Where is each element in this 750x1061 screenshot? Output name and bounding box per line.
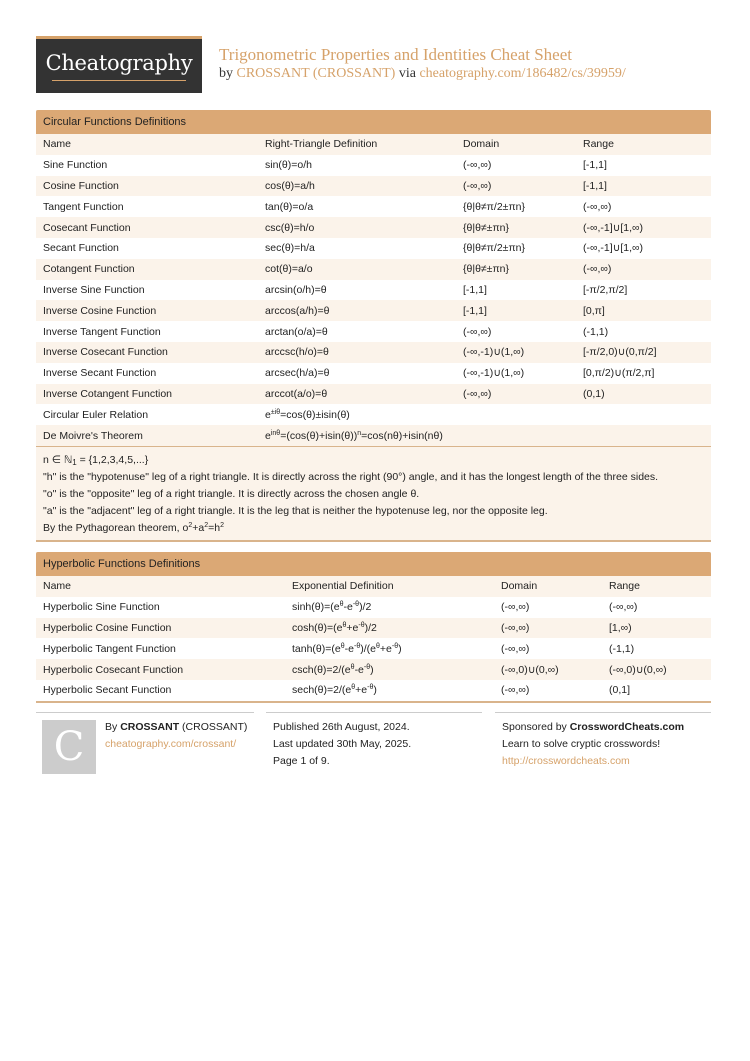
- footer-sponsor-prefix: Sponsored by: [502, 721, 570, 733]
- footer-divider: [36, 712, 254, 713]
- function-definition: [285, 618, 494, 639]
- hyperbolic-functions-table: [36, 576, 711, 701]
- note-pythagorean: [43, 520, 704, 537]
- cheatography-logo[interactable]: [36, 36, 202, 93]
- function-range: [-π/2,π/2]: [576, 280, 711, 301]
- table-row: [36, 238, 711, 259]
- function-domain: {θ|θ≠±πn}: [456, 259, 576, 280]
- column-header: Range: [576, 134, 711, 155]
- function-range: (-∞,-1]∪[1,∞): [576, 217, 711, 238]
- function-range: (0,1]: [602, 680, 711, 701]
- function-range: (-1,1): [602, 638, 711, 659]
- column-header: Exponential Definition: [285, 576, 494, 597]
- function-name: Cosine Function: [36, 176, 258, 197]
- function-definition: cos(θ)=a/h: [258, 176, 456, 197]
- function-domain: (-∞,0)∪(0,∞): [494, 659, 602, 680]
- column-header: Domain: [456, 134, 576, 155]
- function-definition: arcsec(h/a)=θ: [258, 363, 456, 384]
- function-range: (-∞,0)∪(0,∞): [602, 659, 711, 680]
- footer-updated: Last updated 30th May, 2025.: [273, 738, 412, 750]
- note-sup: 2: [220, 521, 225, 529]
- table-row: [36, 680, 711, 701]
- function-definition: arccsc(h/o)=θ: [258, 342, 456, 363]
- avatar-letter: C: [53, 724, 85, 770]
- note-adjacent: "a" is the "adjacent" leg of a right triangle. It is the leg that is neither the hypotenuse leg, nor the opposite leg.: [43, 504, 548, 517]
- table-row: [36, 176, 711, 197]
- formula-text: ): [373, 684, 377, 697]
- function-name: Inverse Tangent Function: [36, 321, 258, 342]
- formula-text: tanh(θ)=(e: [292, 642, 341, 655]
- function-name: Circular Euler Relation: [36, 404, 258, 425]
- author-avatar[interactable]: [42, 720, 96, 774]
- footer-divider: [495, 712, 711, 713]
- formula-text: e: [265, 429, 271, 442]
- function-domain: (-∞,∞): [494, 597, 602, 618]
- function-range: [-1,1]: [576, 176, 711, 197]
- function-name: Inverse Sine Function: [36, 280, 258, 301]
- function-domain: {θ|θ≠π/2±πn}: [456, 196, 576, 217]
- formula-exponent: θ: [342, 621, 347, 629]
- footer-divider: [266, 712, 482, 713]
- function-domain: {θ|θ≠±πn}: [456, 217, 576, 238]
- function-domain: (-∞,∞): [456, 155, 576, 176]
- function-range: [0,π]: [576, 300, 711, 321]
- function-range: (0,1): [576, 384, 711, 405]
- table-row: [36, 321, 711, 342]
- section-title: Hyperbolic Functions Definitions: [36, 552, 711, 576]
- table-header-row: [36, 134, 711, 155]
- function-definition: [285, 638, 494, 659]
- logo-underline: [52, 80, 186, 81]
- page-title: Trigonometric Properties and Identities Cheat Sheet: [219, 45, 572, 64]
- formula-exponent: -θ: [367, 684, 374, 692]
- function-definition: arccos(a/h)=θ: [258, 300, 456, 321]
- byline-by: by: [219, 66, 233, 81]
- function-name: Hyperbolic Secant Function: [36, 680, 285, 701]
- formula-text: )/2: [364, 621, 377, 634]
- function-definition: [258, 425, 711, 446]
- function-definition: arcsin(o/h)=θ: [258, 280, 456, 301]
- table-header-row: [36, 576, 711, 597]
- function-range: [0,π/2)∪(π/2,π]: [576, 363, 711, 384]
- function-range: [-1,1]: [576, 155, 711, 176]
- note-opposite: "o" is the "opposite" leg of a right triangle. It is directly across the chosen angle θ.: [43, 487, 420, 500]
- function-name: Inverse Cosine Function: [36, 300, 258, 321]
- formula-exponent: -θ: [354, 642, 361, 650]
- function-name: De Moivre's Theorem: [36, 425, 258, 446]
- function-range: (-∞,∞): [576, 259, 711, 280]
- table-row: [36, 300, 711, 321]
- function-definition: [285, 680, 494, 701]
- formula-text: )/(e: [360, 642, 376, 655]
- formula-text: )/2: [359, 601, 372, 614]
- formula-exponent: θ: [339, 601, 344, 609]
- formula-exponent: θ: [340, 642, 345, 650]
- footer-by: By: [105, 721, 118, 733]
- hyperbolic-functions-section: [36, 552, 711, 703]
- table-row: [36, 618, 711, 639]
- function-definition: cot(θ)=a/o: [258, 259, 456, 280]
- function-range: (-∞,∞): [602, 597, 711, 618]
- function-name: Cosecant Function: [36, 217, 258, 238]
- note-n-definition: [43, 452, 704, 469]
- function-range: (-∞,∞): [576, 196, 711, 217]
- formula-exponent: θ: [375, 642, 380, 650]
- formula-exponent: ±iθ: [270, 408, 281, 416]
- formula-text: -e: [354, 663, 364, 676]
- function-domain: [-1,1]: [456, 300, 576, 321]
- note-text: +a: [192, 521, 205, 534]
- formula-text: +e: [379, 642, 392, 655]
- function-name: Tangent Function: [36, 196, 258, 217]
- footer-author-name: CROSSANT: [120, 721, 180, 733]
- formula-exponent: -θ: [391, 642, 399, 650]
- formula-exponent: -θ: [358, 621, 365, 629]
- formula-text: +e: [355, 684, 368, 697]
- section-title: Circular Functions Definitions: [36, 110, 711, 134]
- function-name: Cotangent Function: [36, 259, 258, 280]
- formula-text: -e: [344, 642, 354, 655]
- formula-exponent: -θ: [352, 601, 360, 609]
- note-sup: 2: [204, 521, 209, 529]
- column-header: Name: [36, 576, 285, 597]
- formula-text: -e: [343, 601, 353, 614]
- author-link[interactable]: CROSSANT (CROSSANT): [236, 66, 396, 81]
- footer-publication: [273, 719, 411, 770]
- table-row: [36, 342, 711, 363]
- function-name: Inverse Secant Function: [36, 363, 258, 384]
- table-row: [36, 638, 711, 659]
- formula-exponent: -θ: [363, 663, 371, 671]
- formula-exponent: θ: [350, 663, 355, 671]
- function-domain: (-∞,∞): [494, 618, 602, 639]
- function-name: Sine Function: [36, 155, 258, 176]
- footer-sponsor-tagline: Learn to solve cryptic crosswords!: [502, 738, 661, 750]
- formula-text: cosh(θ)=(e: [292, 621, 343, 634]
- logo-text: Cheatography: [45, 51, 193, 75]
- function-definition: arccot(a/o)=θ: [258, 384, 456, 405]
- table-row: [36, 363, 711, 384]
- function-name: Inverse Cotangent Function: [36, 384, 258, 405]
- notes-block: [36, 446, 711, 540]
- column-header: Range: [602, 576, 711, 597]
- table-row: [36, 597, 711, 618]
- formula-text: +e: [346, 621, 359, 634]
- function-domain: (-∞,-1)∪(1,∞): [456, 363, 576, 384]
- column-header: Right-Triangle Definition: [258, 134, 456, 155]
- formula-text: sinh(θ)=(e: [292, 601, 340, 614]
- table-row: [36, 217, 711, 238]
- sheet-url-link[interactable]: cheatography.com/186482/cs/39959/: [419, 66, 626, 81]
- function-name: Hyperbolic Cosecant Function: [36, 659, 285, 680]
- note-text: n ∈ ℕ: [43, 453, 73, 466]
- table-row: [36, 384, 711, 405]
- formula-text: csch(θ)=2/(e: [292, 663, 351, 676]
- function-definition: sec(θ)=h/a: [258, 238, 456, 259]
- byline-via: via: [398, 66, 416, 81]
- function-definition: sin(θ)=o/h: [258, 155, 456, 176]
- formula-text: ): [370, 663, 374, 676]
- note-subscript: 1: [72, 457, 77, 467]
- table-row: [36, 196, 711, 217]
- formula-text: sech(θ)=2/(e: [292, 684, 352, 697]
- function-domain: [-1,1]: [456, 280, 576, 301]
- formula-text: ): [398, 642, 402, 655]
- footer-author-link[interactable]: cheatography.com/crossant/: [105, 738, 237, 750]
- note-text: =h: [208, 521, 221, 534]
- function-definition: csc(θ)=h/o: [258, 217, 456, 238]
- table-row: [36, 425, 711, 446]
- column-header: Domain: [494, 576, 602, 597]
- function-definition: [258, 404, 711, 425]
- circular-functions-section: [36, 110, 711, 542]
- formula-exponent: inθ: [270, 429, 281, 437]
- table-row: [36, 659, 711, 680]
- table-row: [36, 404, 711, 425]
- function-domain: (-∞,∞): [456, 384, 576, 405]
- function-domain: (-∞,∞): [456, 321, 576, 342]
- footer-author: [105, 719, 247, 753]
- function-name: Hyperbolic Sine Function: [36, 597, 285, 618]
- function-range: [1,∞): [602, 618, 711, 639]
- note-text: = {1,2,3,4,5,...}: [76, 453, 149, 466]
- formula-text: =cos(θ)±isin(θ): [280, 408, 350, 421]
- byline: [219, 66, 626, 82]
- function-definition: [285, 659, 494, 680]
- function-domain: (-∞,∞): [494, 638, 602, 659]
- note-sup: 2: [188, 521, 193, 529]
- function-definition: arctan(o/a)=θ: [258, 321, 456, 342]
- formula-text: e: [265, 408, 271, 421]
- function-domain: {θ|θ≠π/2±πn}: [456, 238, 576, 259]
- circular-functions-table: [36, 134, 711, 446]
- table-row: [36, 259, 711, 280]
- function-domain: (-∞,∞): [456, 176, 576, 197]
- formula-text: =cos(nθ)+isin(nθ): [361, 429, 443, 442]
- formula-exponent: n: [357, 429, 362, 437]
- function-name: Hyperbolic Tangent Function: [36, 638, 285, 659]
- function-name: Secant Function: [36, 238, 258, 259]
- footer-page-number: Page 1 of 9.: [273, 755, 330, 767]
- footer-published: Published 26th August, 2024.: [273, 721, 410, 733]
- function-definition: [285, 597, 494, 618]
- function-name: Hyperbolic Cosine Function: [36, 618, 285, 639]
- function-range: (-1,1): [576, 321, 711, 342]
- table-row: [36, 280, 711, 301]
- function-range: [-π/2,0)∪(0,π/2]: [576, 342, 711, 363]
- formula-exponent: θ: [351, 684, 356, 692]
- function-domain: (-∞,-1)∪(1,∞): [456, 342, 576, 363]
- function-definition: tan(θ)=o/a: [258, 196, 456, 217]
- table-row: [36, 155, 711, 176]
- function-range: (-∞,-1]∪[1,∞): [576, 238, 711, 259]
- note-text: By the Pythagorean theorem, o: [43, 521, 189, 534]
- note-hypotenuse: "h" is the "hypotenuse" leg of a right triangle. It is directly across the right (90°) angle, and it has the longest length of the three sides.: [43, 470, 659, 483]
- footer-sponsor: [502, 719, 684, 770]
- footer-sponsor-name: CrosswordCheats.com: [569, 721, 685, 733]
- footer-sponsor-link[interactable]: http://crosswordcheats.com: [502, 755, 630, 767]
- function-domain: (-∞,∞): [494, 680, 602, 701]
- formula-text: =(cos(θ)+isin(θ)): [280, 429, 358, 442]
- column-header: Name: [36, 134, 258, 155]
- footer-author-handle: (CROSSANT): [179, 721, 248, 733]
- function-name: Inverse Cosecant Function: [36, 342, 258, 363]
